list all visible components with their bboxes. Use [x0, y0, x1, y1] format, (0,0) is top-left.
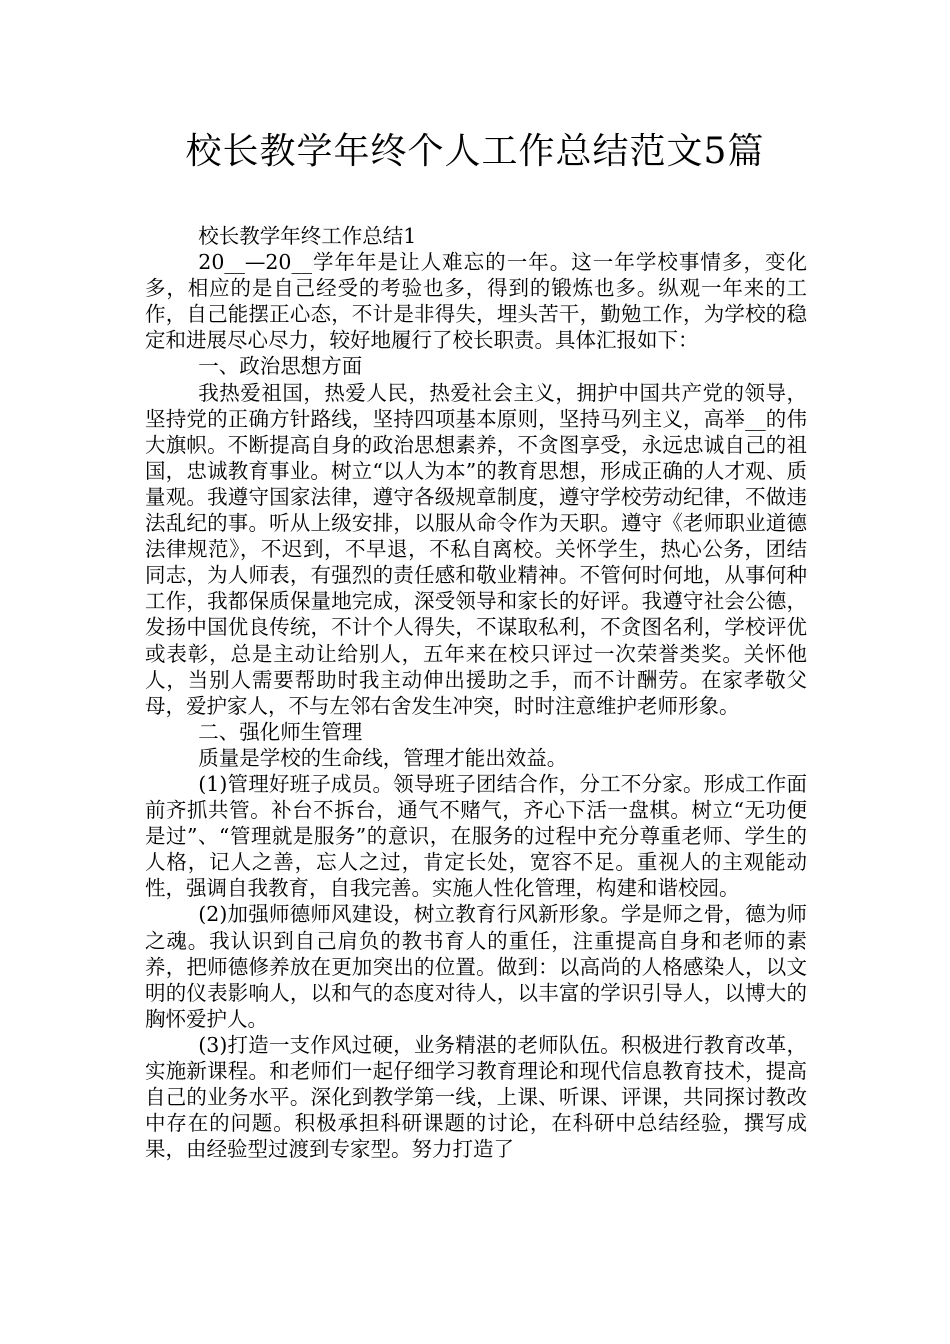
document-body [145, 223, 807, 1162]
section-heading: 二、强化师生管理 [198, 719, 363, 744]
body-paragraph: (2)加强师德师风建设，树立教育行风新形象。学是师之骨，德为师之魂。我认识到自己肩负的教书育人的重任，注重提高自身和老师的素养，把师德修养放在更加突出的位置。做到：以高尚的人格感染人，以文明的仪表影响人，以和气的态度对待人，以丰富的学识引导人，以博大的胸怀爱护人。 [145, 902, 807, 1031]
document-title: 校长教学年终个人工作总结范文5篇 [185, 131, 765, 172]
body-paragraph: 我热爱祖国，热爱人民，热爱社会主义，拥护中国共产党的领导，坚持党的正确方针路线，坚持四项基本原则，坚持马列主义，高举__的伟大旗帜。不断提高自身的政治思想素养，不贪图享受，永远忠诚自己的祖国，忠诚教育事业。树立“以人为本”的教育思想，形成正确的人才观、质量观。我遵守国家法律，遵守各级规章制度，遵守学校劳动纪律，不做违法乱纪的事。听从上级安排，以服从命令作为天职。遵守《老师职业道德法律规范》，不迟到，不早退，不私自离校。关怀学生，热心公务，团结同志，为人师表，有强烈的责任感和敬业精神。不管何时何地，从事何种工作，我都保质保量地完成，深受领导和家长的好评。我遵守社会公德，发扬中国优良传统，不计个人得失，不谋取私利，不贪图名利，学校评优或表彰，总是主动让给别人，五年来在校只评过一次荣誉类奖。关怀他人，当别人需要帮助时我主动伸出援助之手，而不计酬劳。在家孝敬父母，爱护家人，不与左邻右舍发生冲突，时时注意维护老师形象。 [145, 380, 807, 718]
body-paragraph: 质量是学校的生命线，管理才能出效益。 [198, 745, 568, 770]
body-paragraph: 20__—20__学年年是让人难忘的一年。这一年学校事情多，变化多，相应的是自己经受的考验也多，得到的锻炼也多。纵观一年来的工作，自己能摆正心态，不计是非得失，埋头苦干，勤勉工作，为学校的稳定和进展尽心尽力，较好地履行了校长职责。具体汇报如下： [145, 250, 807, 353]
section-heading: 校长教学年终工作总结1 [198, 224, 417, 248]
body-paragraph: (1)管理好班子成员。领导班子团结合作，分工不分家。形成工作面前齐抓共管。补台不拆台，通气不赌气，齐心下活一盘棋。树立“无功便是过”、“管理就是服务”的意识，在服务的过程中充分尊重老师、学生的人格，记人之善，忘人之过，肯定长处，宽容不足。重视人的主观能动性，强调自我教育，自我完善。实施人性化管理，构建和谐校园。 [145, 771, 807, 901]
body-paragraph: (3)打造一支作风过硬，业务精湛的老师队伍。积极进行教育改革，实施新课程。和老师们一起仔细学习教育理论和现代信息教育技术，提高自己的业务水平。深化到教学第一线，上课、听课、评课，共同探讨教改中存在的问题。积极承担科研课题的讨论，在科研中总结经验，撰写成果，由经验型过渡到专家型。努力打造了 [145, 1032, 807, 1162]
section-heading: 一、政治思想方面 [198, 354, 363, 379]
